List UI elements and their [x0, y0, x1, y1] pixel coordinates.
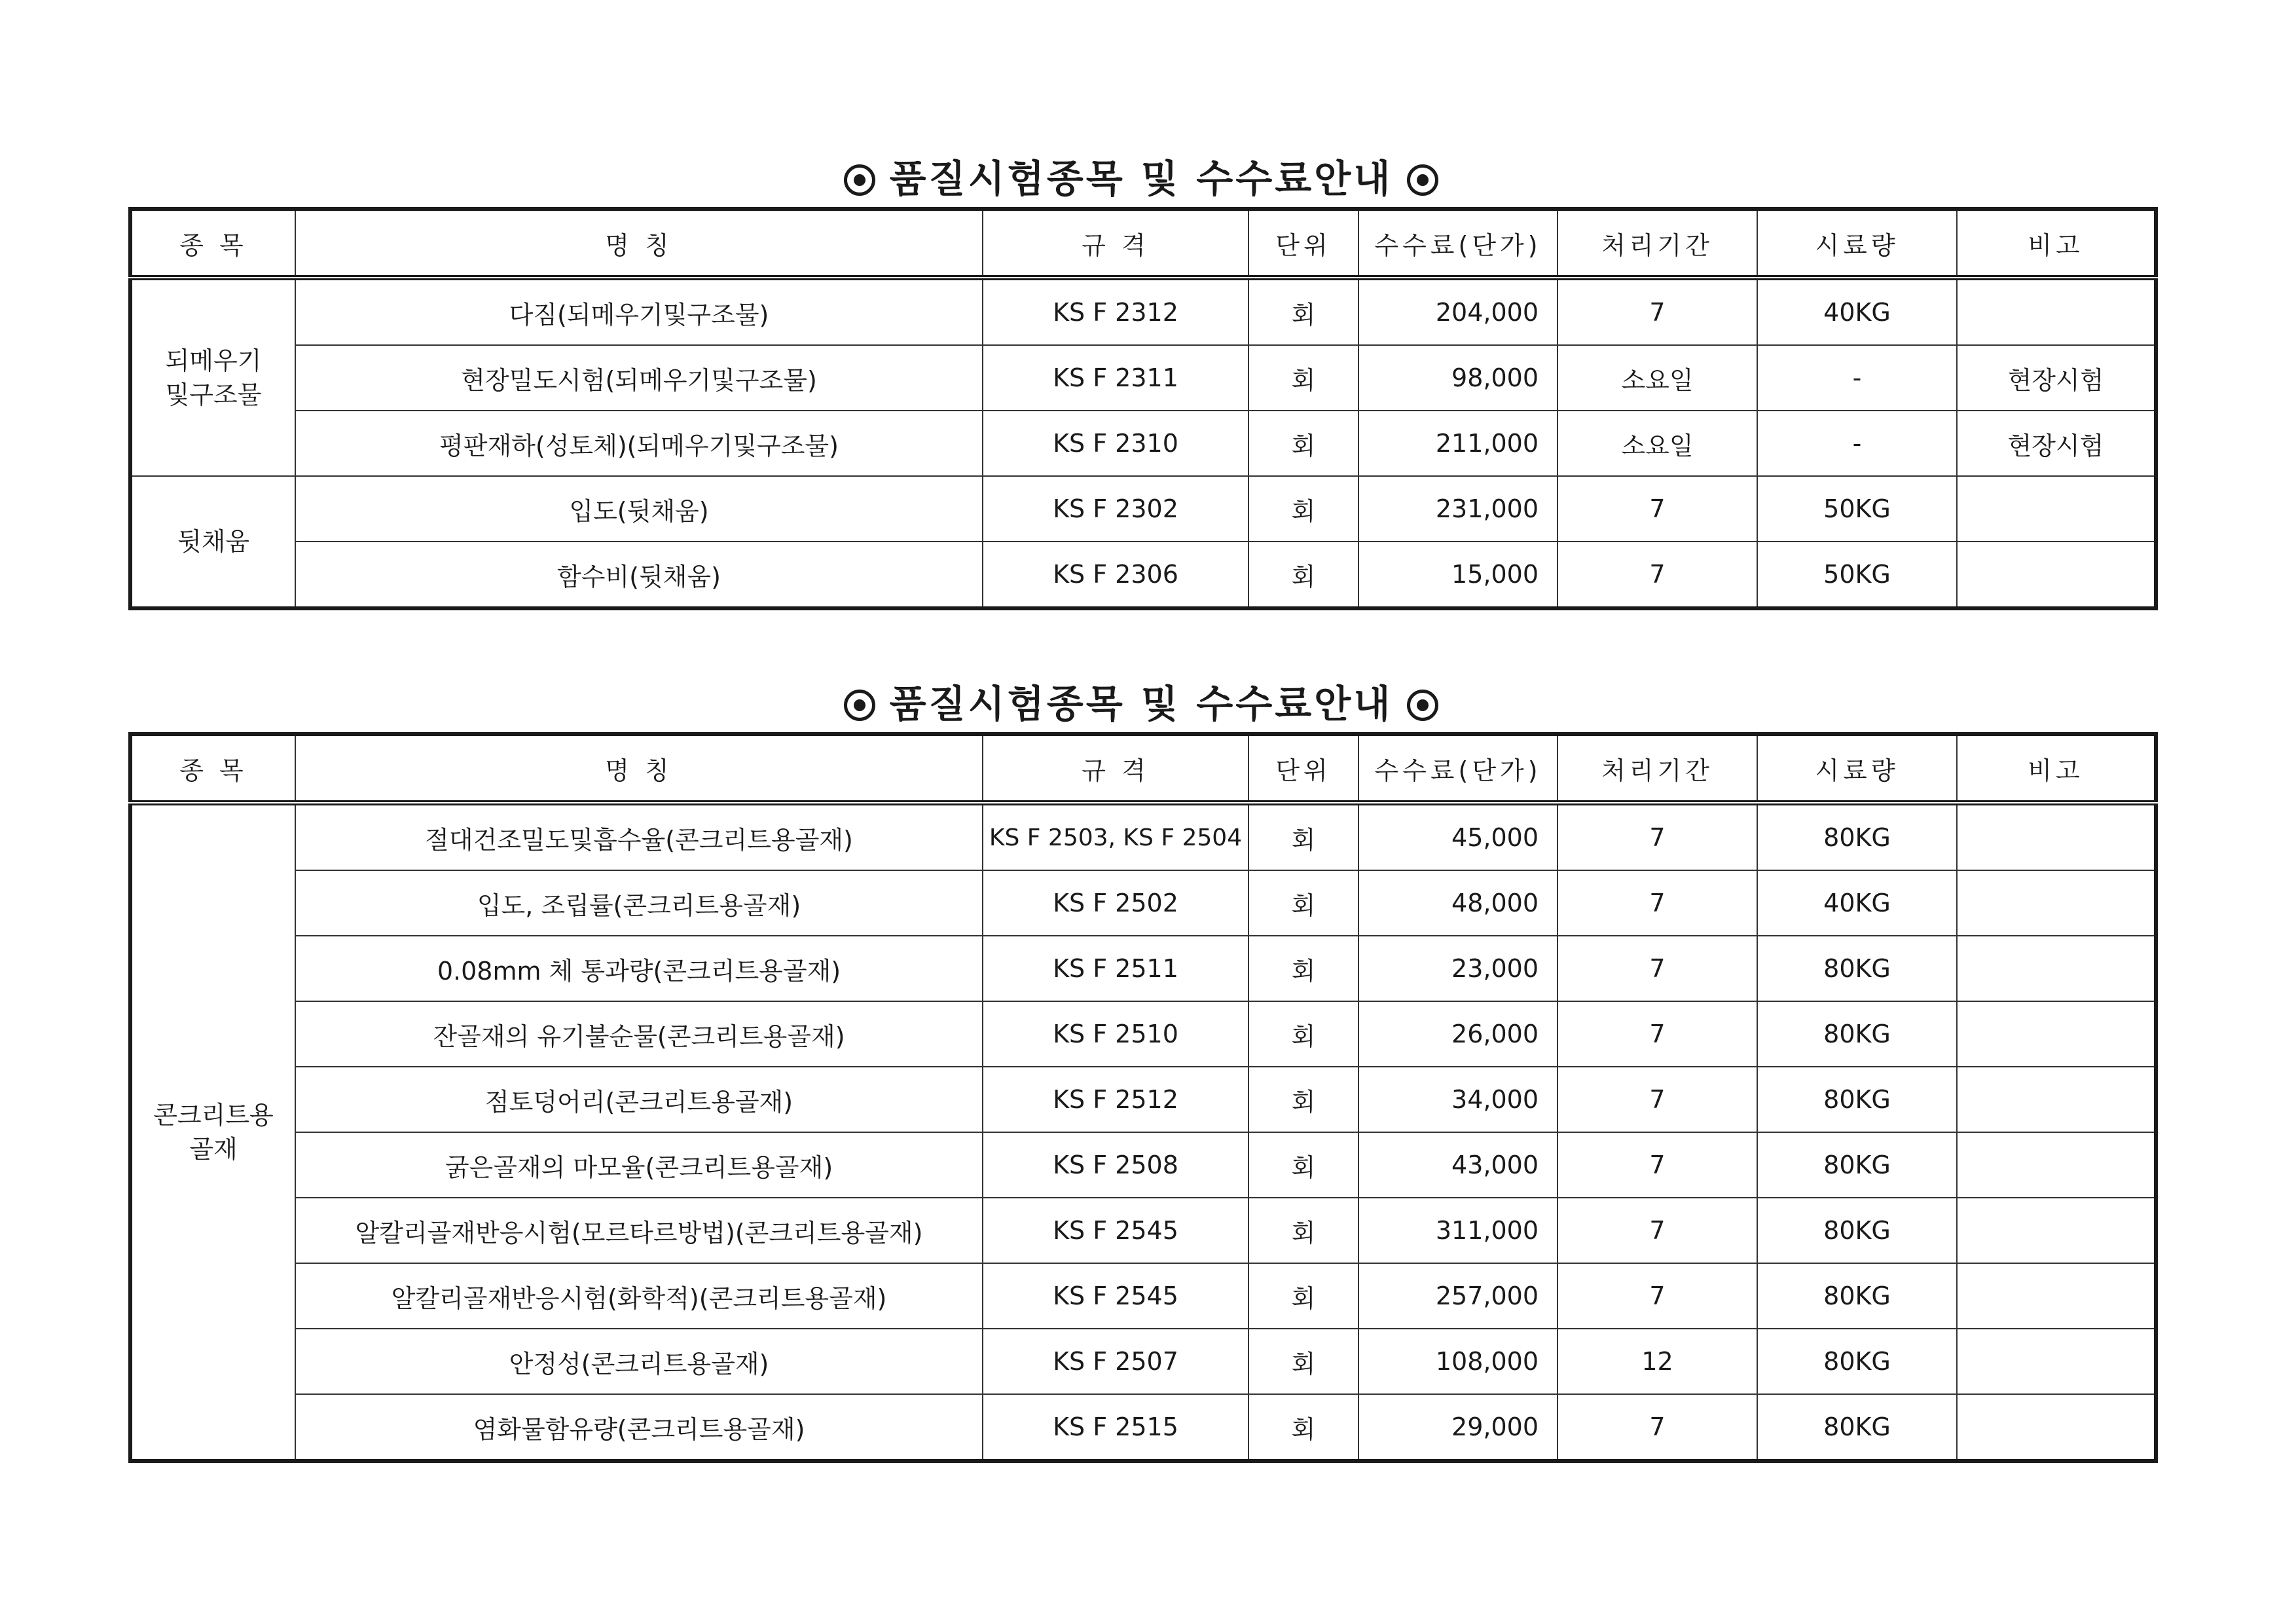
- spec-cell: KS F 2312: [983, 278, 1248, 345]
- fee-cell: 15,000: [1358, 542, 1558, 608]
- unit-cell: 회: [1248, 345, 1358, 411]
- sample-cell: 80KG: [1757, 803, 1957, 870]
- bullseye-icon: [1407, 164, 1438, 196]
- table-row: [130, 1263, 2156, 1329]
- name-cell: 잔골재의 유기불순물(콘크리트용골재): [295, 1001, 983, 1067]
- note-cell: [1957, 1198, 2156, 1263]
- header-category: 종 목: [130, 209, 295, 278]
- period-cell: 7: [1558, 542, 1757, 608]
- note-cell: [1957, 803, 2156, 870]
- category-cell: 뒷채움: [130, 476, 295, 608]
- name-cell: 알칼리골재반응시험(모르타르방법)(콘크리트용골재): [295, 1198, 983, 1263]
- sample-cell: 80KG: [1757, 1132, 1957, 1198]
- table-row: [130, 345, 2156, 411]
- category-cell: 콘크리트용 골재: [130, 803, 295, 1461]
- period-cell: 7: [1558, 870, 1757, 936]
- table-row: [130, 278, 2156, 345]
- sample-cell: 80KG: [1757, 1394, 1957, 1461]
- fee-cell: 204,000: [1358, 278, 1558, 345]
- header-fee: 수수료(단가): [1358, 734, 1558, 803]
- period-cell: 7: [1558, 1067, 1757, 1132]
- unit-cell: 회: [1248, 278, 1358, 345]
- header-note: 비고: [1957, 209, 2156, 278]
- header-name: 명 칭: [295, 734, 983, 803]
- name-cell: 염화물함유량(콘크리트용골재): [295, 1394, 983, 1461]
- name-cell: 안정성(콘크리트용골재): [295, 1329, 983, 1394]
- note-cell: [1957, 1067, 2156, 1132]
- sample-cell: 80KG: [1757, 1263, 1957, 1329]
- note-cell: [1957, 1001, 2156, 1067]
- note-cell: [1957, 1132, 2156, 1198]
- table-row: [130, 1394, 2156, 1461]
- spec-cell: KS F 2512: [983, 1067, 1248, 1132]
- header-category: 종 목: [130, 734, 295, 803]
- sample-cell: 80KG: [1757, 1198, 1957, 1263]
- fee-cell: 29,000: [1358, 1394, 1558, 1461]
- section-title: 품질시험종목 및 수수료안내: [128, 149, 2154, 208]
- bullseye-icon: [844, 690, 875, 721]
- spec-cell: KS F 2545: [983, 1263, 1248, 1329]
- note-cell: [1957, 542, 2156, 608]
- fee-cell: 45,000: [1358, 803, 1558, 870]
- header-period: 처리기간: [1558, 734, 1757, 803]
- spec-cell: KS F 2503, KS F 2504: [983, 803, 1248, 870]
- name-cell: 0.08mm 체 통과량(콘크리트용골재): [295, 936, 983, 1001]
- name-cell: 점토덩어리(콘크리트용골재): [295, 1067, 983, 1132]
- table-row: [130, 1329, 2156, 1394]
- period-cell: 7: [1558, 1001, 1757, 1067]
- note-cell: [1957, 936, 2156, 1001]
- spec-cell: KS F 2306: [983, 542, 1248, 608]
- table-row: [130, 1132, 2156, 1198]
- header-unit: 단위: [1248, 209, 1358, 278]
- note-cell: 현장시험: [1957, 345, 2156, 411]
- spec-cell: KS F 2510: [983, 1001, 1248, 1067]
- sample-cell: 80KG: [1757, 1329, 1957, 1394]
- sample-cell: -: [1757, 345, 1957, 411]
- period-cell: 12: [1558, 1329, 1757, 1394]
- table-row: [130, 1001, 2156, 1067]
- table-row: [130, 476, 2156, 542]
- section-title: 품질시험종목 및 수수료안내: [128, 674, 2154, 733]
- unit-cell: 회: [1248, 1067, 1358, 1132]
- spec-cell: KS F 2507: [983, 1329, 1248, 1394]
- name-cell: 평판재하(성토체)(되메우기및구조물): [295, 411, 983, 476]
- unit-cell: 회: [1248, 1198, 1358, 1263]
- name-cell: 다짐(되메우기및구조물): [295, 278, 983, 345]
- sample-cell: 40KG: [1757, 278, 1957, 345]
- fee-cell: 257,000: [1358, 1263, 1558, 1329]
- spec-cell: KS F 2310: [983, 411, 1248, 476]
- sample-cell: -: [1757, 411, 1957, 476]
- sample-cell: 80KG: [1757, 1001, 1957, 1067]
- unit-cell: 회: [1248, 1001, 1358, 1067]
- period-cell: 소요일: [1558, 345, 1757, 411]
- sample-cell: 80KG: [1757, 936, 1957, 1001]
- fee-cell: 211,000: [1358, 411, 1558, 476]
- category-cell: 되메우기 및구조물: [130, 278, 295, 476]
- name-cell: 굵은골재의 마모율(콘크리트용골재): [295, 1132, 983, 1198]
- header-spec: 규 격: [983, 209, 1248, 278]
- spec-cell: KS F 2302: [983, 476, 1248, 542]
- unit-cell: 회: [1248, 542, 1358, 608]
- period-cell: 7: [1558, 1394, 1757, 1461]
- spec-cell: KS F 2311: [983, 345, 1248, 411]
- fee-cell: 231,000: [1358, 476, 1558, 542]
- period-cell: 7: [1558, 803, 1757, 870]
- spec-cell: KS F 2545: [983, 1198, 1248, 1263]
- name-cell: 현장밀도시험(되메우기및구조물): [295, 345, 983, 411]
- header-name: 명 칭: [295, 209, 983, 278]
- period-cell: 7: [1558, 476, 1757, 542]
- spec-cell: KS F 2515: [983, 1394, 1248, 1461]
- sample-cell: 80KG: [1757, 1067, 1957, 1132]
- header-period: 처리기간: [1558, 209, 1757, 278]
- fee-cell: 23,000: [1358, 936, 1558, 1001]
- sample-cell: 50KG: [1757, 476, 1957, 542]
- bullseye-icon: [844, 164, 875, 196]
- unit-cell: 회: [1248, 1263, 1358, 1329]
- note-cell: [1957, 1263, 2156, 1329]
- unit-cell: 회: [1248, 803, 1358, 870]
- fee-cell: 26,000: [1358, 1001, 1558, 1067]
- bullseye-icon: [1407, 690, 1438, 721]
- period-cell: 7: [1558, 1198, 1757, 1263]
- header-sample: 시료량: [1757, 734, 1957, 803]
- note-cell: [1957, 1394, 2156, 1461]
- note-cell: [1957, 870, 2156, 936]
- period-cell: 7: [1558, 278, 1757, 345]
- header-fee: 수수료(단가): [1358, 209, 1558, 278]
- header-row: [130, 734, 2156, 803]
- table-row: [130, 542, 2156, 608]
- fee-table: [128, 732, 2158, 1463]
- sample-cell: 40KG: [1757, 870, 1957, 936]
- unit-cell: 회: [1248, 1394, 1358, 1461]
- table-row: [130, 870, 2156, 936]
- header-sample: 시료량: [1757, 209, 1957, 278]
- name-cell: 입도, 조립률(콘크리트용골재): [295, 870, 983, 936]
- name-cell: 입도(뒷채움): [295, 476, 983, 542]
- period-cell: 7: [1558, 1132, 1757, 1198]
- table-row: [130, 1067, 2156, 1132]
- spec-cell: KS F 2502: [983, 870, 1248, 936]
- fee-cell: 311,000: [1358, 1198, 1558, 1263]
- spec-cell: KS F 2511: [983, 936, 1248, 1001]
- name-cell: 절대건조밀도및흡수율(콘크리트용골재): [295, 803, 983, 870]
- unit-cell: 회: [1248, 1329, 1358, 1394]
- fee-cell: 98,000: [1358, 345, 1558, 411]
- header-spec: 규 격: [983, 734, 1248, 803]
- table-row: [130, 411, 2156, 476]
- note-cell: [1957, 1329, 2156, 1394]
- header-unit: 단위: [1248, 734, 1358, 803]
- period-cell: 7: [1558, 1263, 1757, 1329]
- table-row: [130, 936, 2156, 1001]
- unit-cell: 회: [1248, 936, 1358, 1001]
- table-row: [130, 1198, 2156, 1263]
- fee-table: [128, 207, 2158, 610]
- note-cell: [1957, 278, 2156, 345]
- fee-cell: 34,000: [1358, 1067, 1558, 1132]
- table-row: [130, 803, 2156, 870]
- sample-cell: 50KG: [1757, 542, 1957, 608]
- unit-cell: 회: [1248, 1132, 1358, 1198]
- header-row: [130, 209, 2156, 278]
- unit-cell: 회: [1248, 476, 1358, 542]
- unit-cell: 회: [1248, 870, 1358, 936]
- note-cell: 현장시험: [1957, 411, 2156, 476]
- period-cell: 7: [1558, 936, 1757, 1001]
- fee-cell: 48,000: [1358, 870, 1558, 936]
- name-cell: 함수비(뒷채움): [295, 542, 983, 608]
- spec-cell: KS F 2508: [983, 1132, 1248, 1198]
- note-cell: [1957, 476, 2156, 542]
- unit-cell: 회: [1248, 411, 1358, 476]
- fee-cell: 108,000: [1358, 1329, 1558, 1394]
- name-cell: 알칼리골재반응시험(화학적)(콘크리트용골재): [295, 1263, 983, 1329]
- header-note: 비고: [1957, 734, 2156, 803]
- period-cell: 소요일: [1558, 411, 1757, 476]
- fee-cell: 43,000: [1358, 1132, 1558, 1198]
